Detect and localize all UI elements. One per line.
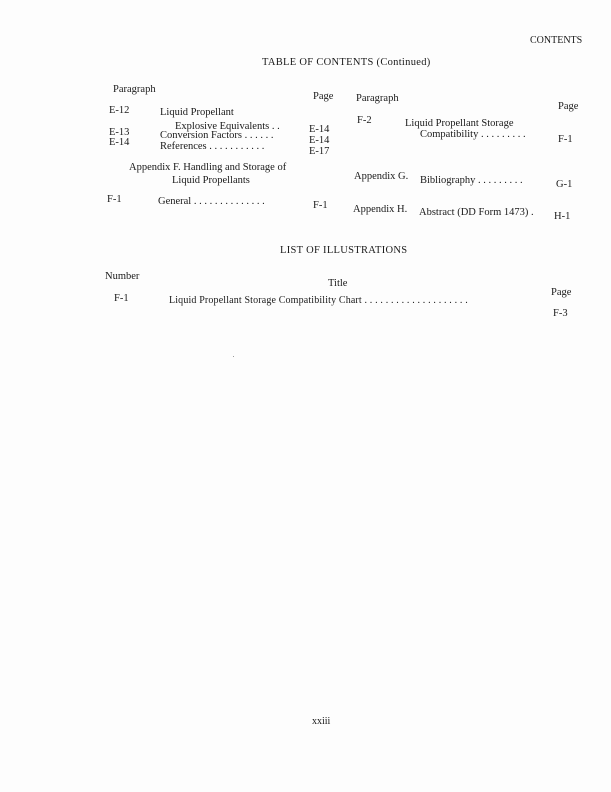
illustrations-page-header: Page [551, 287, 572, 298]
scan-speck [233, 356, 234, 357]
entry-page: E-17 [309, 146, 330, 157]
entry-title-continued: Explosive Equivalents . . [175, 121, 280, 132]
toc-page-header-left: Page [313, 91, 334, 102]
entry-title: References . . . . . . . . . . . [160, 141, 265, 152]
illustrations-title: LIST OF ILLUSTRATIONS [280, 245, 408, 256]
entry-title-continued: Compatibility . . . . . . . . . [420, 129, 526, 140]
entry-title: Liquid Propellant [160, 107, 234, 118]
appendix-g-label: Appendix G. [354, 171, 409, 182]
illustration-number: F-1 [114, 293, 129, 304]
illustration-title: Liquid Propellant Storage Compatibility Chart . . . . . . . . . . . . . . . . . . . . [169, 295, 468, 306]
entry-number: E-12 [109, 105, 130, 116]
illustrations-number-header: Number [105, 271, 140, 282]
appendix-h-page: H-1 [554, 211, 571, 222]
entry-page: F-1 [313, 200, 328, 211]
appendix-g-title: Bibliography . . . . . . . . . [420, 175, 523, 186]
appendix-h-label: Appendix H. [353, 204, 408, 215]
appendix-f-heading-continued: Liquid Propellants [172, 175, 250, 186]
entry-page: E-14 [309, 135, 330, 146]
entry-page: E-14 [309, 124, 330, 135]
entry-page: F-1 [558, 134, 573, 145]
toc-paragraph-header-right: Paragraph [356, 93, 399, 104]
entry-number: E-13 [109, 127, 130, 138]
entry-title: Conversion Factors . . . . . . [160, 130, 274, 141]
appendix-h-title: Abstract (DD Form 1473) . [419, 207, 534, 218]
illustrations-title-header: Title [328, 278, 348, 289]
entry-title: Liquid Propellant Storage [405, 118, 514, 129]
entry-number: F-1 [107, 194, 122, 205]
appendix-f-heading: Appendix F. Handling and Storage of [129, 162, 287, 173]
illustration-page: F-3 [553, 308, 568, 319]
toc-paragraph-header-left: Paragraph [113, 84, 156, 95]
toc-page-header-right: Page [558, 101, 579, 112]
appendix-g-page: G-1 [556, 179, 573, 190]
toc-title: TABLE OF CONTENTS (Continued) [262, 57, 431, 68]
entry-number: E-14 [109, 137, 130, 148]
entry-number: F-2 [357, 115, 372, 126]
entry-title: General . . . . . . . . . . . . . . [158, 196, 265, 207]
page-number: xxiii [312, 716, 331, 727]
running-head: CONTENTS [530, 35, 583, 46]
